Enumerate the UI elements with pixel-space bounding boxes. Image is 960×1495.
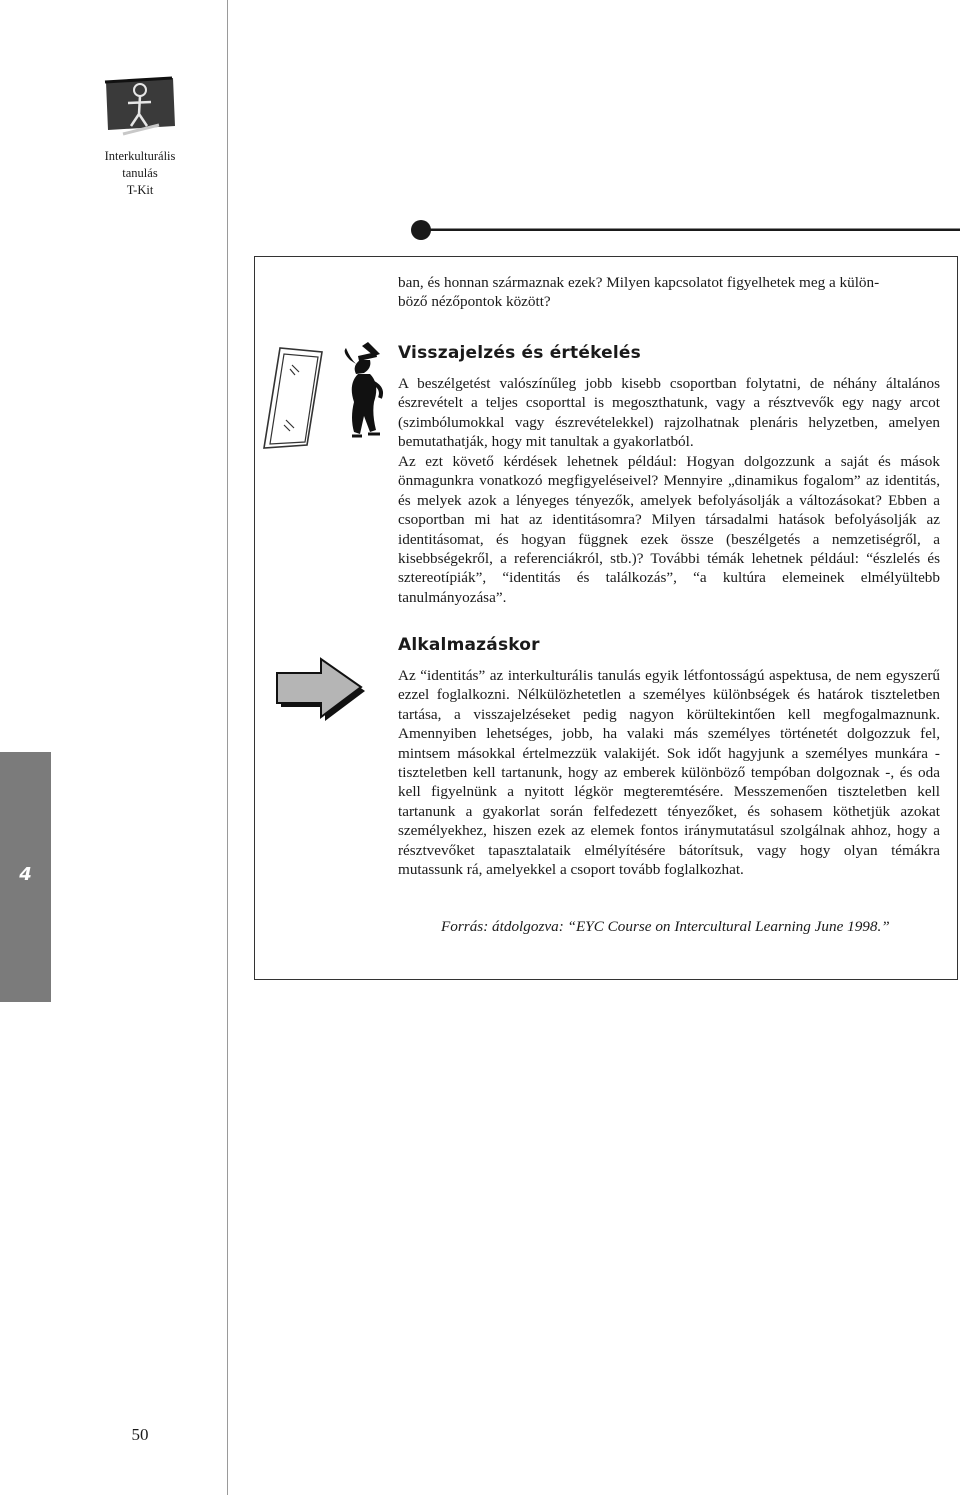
feedback-heading: Visszajelzés és értékelés bbox=[398, 343, 641, 363]
intro-text bbox=[398, 273, 940, 312]
kit-label bbox=[80, 148, 200, 199]
feedback-paragraph-1: A beszélgetést valószínűleg jobb kisebb csoportban folytatni, de néhány általános észrevételt a teljes csoporttal is megoszthatunk, vagy a résztvevők egy nagy arcot (szimbólumokkal vagy észrevételekkel) rajzolhatnak plenáris helyzetben, amelyen bemutathatják, hogy mit tanultak a gyakorlatból. bbox=[398, 375, 940, 451]
mirror-figure-icon bbox=[262, 340, 392, 455]
text-line: ban, és honnan származnak ezek? Milyen kapcsolatot figyelhetek meg a külön- bbox=[398, 274, 880, 291]
application-paragraph: Az “identitás” az interkulturális tanulás egyik létfontosságú aspektusa, de nem egyszerű ezzel foglalkozni. Nélkülözhetetlen a személyes különbségek és határok tiszteletben tartása, a visszajelzéseket pedig nagyon körültekintően kell megfogalmaznunk. Amennyiben lehetséges, jobb, ha valaki más személyes történetét dolgozzuk fel, mintsem másokkal értelmezzük valakijét. Sok időt hagyjunk a személyes munkára - tiszteletben kell tartanunk, hogy az emberek különböző tempóban dolgoznak -, és oda kell figyelnünk a nyitott légkör megteremtésére. Messzemenően tiszteletben kell tartanunk a gyakorlat során felfedezett tényezőket, és sohasem köthetjük azokat személyekhez, hiszen ezek az elemek fontos iránymutatásul szolgálnak ahhoz, hogy a résztvevőket tapasztalataik elmélyítésére bátorítsuk, vagy hogy olyan témákra mutassunk rá, amelyekkel a csoport tovább foglalkozhat. bbox=[398, 667, 940, 879]
kit-label-line: tanulás bbox=[122, 166, 158, 180]
margin-divider bbox=[227, 0, 228, 1495]
header-rule bbox=[410, 219, 960, 241]
source-citation: Forrás: átdolgozva: “EYC Course on Intercultural Learning June 1998.” bbox=[441, 918, 890, 935]
application-heading: Alkalmazáskor bbox=[398, 635, 540, 655]
text-line: böző nézőpontok között? bbox=[398, 293, 551, 311]
kit-label-line: T-Kit bbox=[126, 183, 154, 197]
kit-label-line: Interkulturális bbox=[104, 149, 176, 163]
t-kit-logo-icon bbox=[103, 76, 177, 140]
feedback-paragraph-2: Az ezt követő kérdések lehetnek például: Hogyan dolgozzunk a saját és mások önmagunkra vonatkozó megfigyeléseivel? Mennyire „dinamikus fogalom” az identitás, és melyek azok a lényeges tényezők, amelyek befolyásolják a változásokat? Ebben a csoportban mi hat az identitásomra? Milyen társadalmi hatások befolyásolják az identitásomat, és hogyan függnek ezek össze (beszélgetés a nemzetiségről, a kisebbségekről, a referenciákról, stb.)? További témák lehetnek például: “észlelés és sztereotípiák”, “identitás és találkozás”, “a kultúra elemeinek elmélyültebb tanulmányozása”. bbox=[398, 453, 940, 606]
arrow-right-icon bbox=[275, 657, 375, 727]
page-number: 50 bbox=[131, 1425, 149, 1444]
chapter-number: 4 bbox=[19, 864, 32, 885]
